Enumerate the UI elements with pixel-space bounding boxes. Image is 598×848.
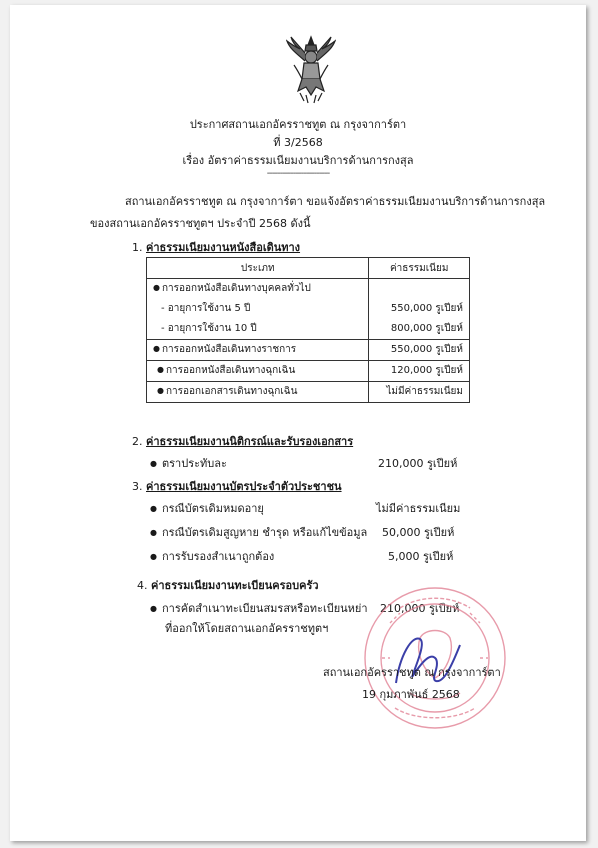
column-header-fee: ค่าธรรมเนียม — [369, 258, 470, 279]
intro-line-2: ของสถานเอกอัครราชทูตฯ ประจำปี 2568 ดังนี้ — [90, 217, 311, 230]
list-item: ● ตราประทับละ — [150, 454, 227, 472]
row-fee — [375, 279, 463, 299]
row-item: ● การออกหนังสือเดินทางราชการ — [153, 340, 362, 360]
list-item-fee: 5,000 รูเปียห์ — [388, 550, 454, 563]
section-number: 2. — [132, 435, 143, 448]
section-number: 1. — [132, 241, 143, 254]
row-item: - อายุการใช้งาน 5 ปี — [161, 303, 251, 314]
section-number: 3. — [132, 480, 143, 493]
announcement-number: ที่ 3/2568 — [273, 136, 323, 149]
table-row — [147, 279, 470, 340]
list-item-fee: ไม่มีค่าธรรมเนียม — [376, 502, 461, 515]
list-item: ● การคัดสำเนาทะเบียนสมรสหรือทะเบียนหย่า — [150, 599, 368, 617]
list-item: ● กรณีบัตรเดิมสูญหาย ชำรุด หรือแก้ไขข้อมูล — [150, 523, 367, 541]
section-title: ค่าธรรมเนียมงานทะเบียนครอบครัว — [151, 579, 319, 592]
list-item-continuation: ที่ออกให้โดยสถานเอกอัครราชทูตฯ — [165, 622, 329, 635]
column-header-type: ประเภท — [147, 258, 369, 279]
row-fee: 550,000 รูเปียห์ — [390, 303, 463, 314]
table-row — [147, 361, 470, 382]
document-page — [10, 5, 586, 841]
list-item-fee: 210,000 รูเปียห์ — [378, 457, 458, 470]
section-2-heading — [132, 432, 353, 450]
passport-fee-table — [146, 257, 470, 403]
row-fee: ไม่มีค่าธรรมเนียม — [386, 386, 463, 397]
section-title: ค่าธรรมเนียมงานหนังสือเดินทาง — [146, 241, 301, 254]
footer-date: 19 กุมภาพันธ์ 2568 — [362, 688, 460, 701]
row-item: ● การออกหนังสือเดินทางฉุกเฉิน — [153, 361, 362, 381]
section-1-heading — [132, 238, 300, 256]
row-fee: 550,000 รูเปียห์ — [390, 344, 463, 355]
section-title: ค่าธรรมเนียมงานนิติกรณ์และรับรองเอกสาร — [146, 435, 354, 448]
list-item-fee: 50,000 รูเปียห์ — [382, 526, 455, 539]
divider: ------------------------ — [266, 168, 330, 179]
garuda-emblem-icon — [286, 35, 336, 105]
row-fee: 800,000 รูเปียห์ — [390, 323, 463, 334]
table-header-row — [147, 258, 470, 279]
table-row — [147, 340, 470, 361]
row-item: - อายุการใช้งาน 10 ปี — [161, 323, 257, 334]
list-item-fee: 210,000 รูเปียห์ — [380, 602, 460, 615]
section-3-heading — [132, 477, 342, 495]
announcement-subject: เรื่อง อัตราค่าธรรมเนียมงานบริการด้านการกงสุล — [182, 154, 414, 167]
footer-organization: สถานเอกอัครราชทูต ณ กรุงจาการ์ตา — [323, 666, 501, 679]
table-row — [147, 382, 470, 403]
announcement-title: ประกาศสถานเอกอัครราชทูต ณ กรุงจาการ์ตา — [189, 118, 407, 131]
list-item: ● การรับรองสำเนาถูกต้อง — [150, 547, 274, 565]
row-item: ● การออกเอกสารเดินทางฉุกเฉิน — [153, 382, 362, 402]
section-4-heading — [137, 576, 319, 594]
section-title: ค่าธรรมเนียมงานบัตรประจำตัวประชาชน — [146, 480, 342, 493]
row-item: ● การออกหนังสือเดินทางบุคคลทั่วไป — [153, 279, 362, 299]
row-fee: 120,000 รูเปียห์ — [390, 365, 463, 376]
intro-line-1: สถานเอกอัครราชทูต ณ กรุงจาการ์ตา ขอแจ้งอัตราค่าธรรมเนียมงานบริการด้านการกงสุล — [125, 195, 546, 208]
section-number: 4. — [137, 579, 148, 592]
list-item: ● กรณีบัตรเดิมหมดอายุ — [150, 499, 264, 517]
